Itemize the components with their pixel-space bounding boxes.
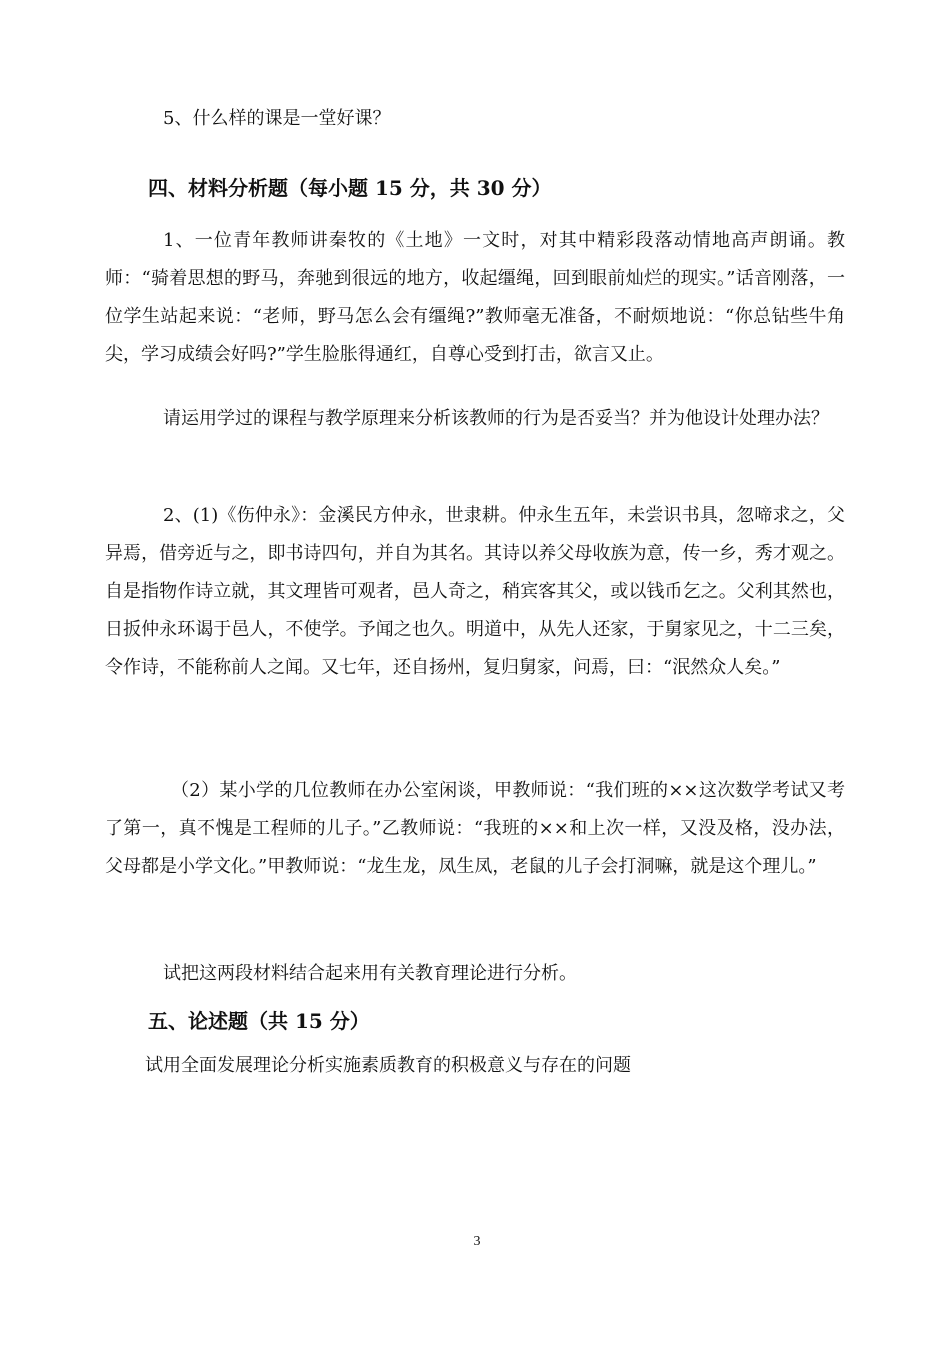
material-2-part-2: （2）某小学的几位教师在办公室闲谈，甲教师说：“我们班的××这次数学考试又考了第一，真不愧是工程师的儿子。”乙教师说：“我班的××和上次一样，又没及格，没办法，父母都是小学文化。”甲教师说：“龙生龙，凤生凤，老鼠的儿子会打洞嘛，就是这个理儿。” <box>105 780 845 877</box>
material-2-question: 试把这两段材料结合起来用有关教育理论进行分析。 <box>163 963 577 984</box>
page-number: 3 <box>473 1234 481 1249</box>
material-2-part-1: 2、(1)《伤仲永》：金溪民方仲永，世隶耕。仲永生五年，未尝识书具，忽啼求之，父异焉，借旁近与之，即书诗四句，并自为其名。其诗以养父母收族为意，传一乡，秀才观之。自是指物作诗立就，其文理皆可观者，邑人奇之，稍宾客其父，或以钱币乞之。父利其然也，日扳仲永环谒于邑人，不使学。予闻之也久。明道中，从先人还家，于舅家见之，十二三矣，令作诗，不能称前人之闻。又七年，还自扬州，复归舅家，问焉，曰：“泯然众人矣。” <box>105 505 845 678</box>
section-5-heading: 五、论述题（共 15 分） <box>148 1009 370 1033</box>
material-1-text: 1、一位青年教师讲秦牧的《土地》一文时，对其中精彩段落动情地高声朗诵。教师：“骑着思想的野马，奔驰到很远的地方，收起缰绳，回到眼前灿烂的现实。”话音刚落，一位学生站起来说：“老师，野马怎么会有缰绳?”教师毫无准备，不耐烦地说：“你总钻些牛角尖，学习成绩会好吗?”学生脸胀得通红，自尊心受到打击，欲言又止。 <box>105 230 845 365</box>
question-4-5: 5、什么样的课是一堂好课？ <box>163 108 391 129</box>
section-5-question: 试用全面发展理论分析实施素质教育的积极意义与存在的问题 <box>145 1055 631 1076</box>
section-4-heading: 四、材料分析题（每小题 15 分，共 30 分） <box>148 176 552 200</box>
material-1-question: 请运用学过的课程与教学原理来分析该教师的行为是否妥当？并为他设计处理办法？ <box>163 408 829 429</box>
